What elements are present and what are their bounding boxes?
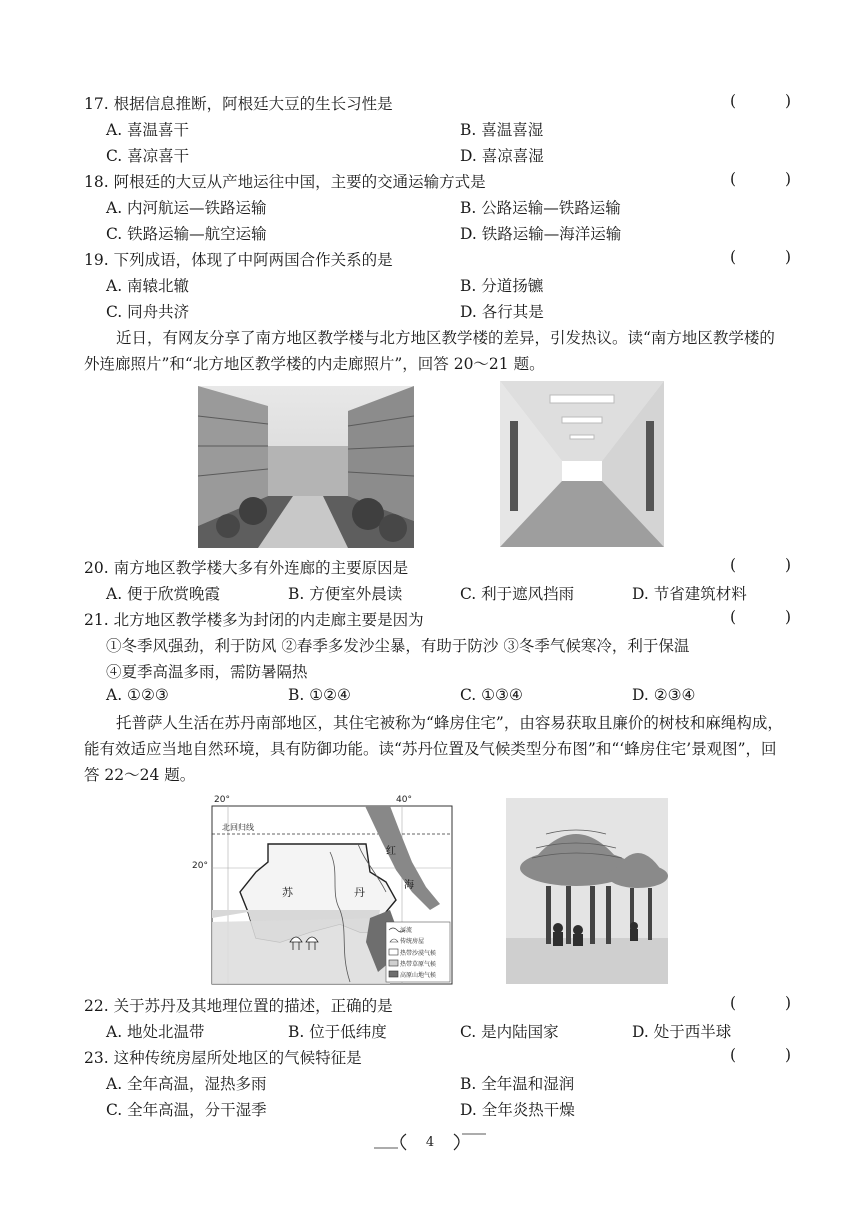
q17-option-c: C. 喜凉喜干 xyxy=(106,147,190,165)
q20-option-c: C. 利于遮风挡雨 xyxy=(460,585,575,603)
legend-desert: 热带沙漠气候 xyxy=(400,950,437,957)
q22-option-c: C. 是内陆国家 xyxy=(460,1023,559,1041)
map-lon-20: 20° xyxy=(214,795,230,805)
q21-statements-line2: ④夏季高温多雨，需防暑隔热 xyxy=(106,663,308,681)
q19-stem: 19. 下列成语，体现了中阿两国合作关系的是 xyxy=(84,251,393,269)
q21-option-b: B. ①②④ xyxy=(288,686,351,704)
photo-indoor-corridor xyxy=(500,381,664,547)
q23-option-d: D. 全年炎热干燥 xyxy=(460,1101,575,1119)
page-number-ornament xyxy=(372,1128,488,1154)
map-sudan-climate xyxy=(190,792,456,988)
q23-option-b: B. 全年温和湿润 xyxy=(460,1075,575,1093)
q20-option-b: B. 方便室外晨读 xyxy=(288,585,403,603)
q18-option-b: B. 公路运输—铁路运输 xyxy=(460,199,621,217)
q21-statements-line1: ①冬季风强劲，利于防风 ②春季多发沙尘暴，有助于防沙 ③冬季气候寒冷，利于保温 xyxy=(106,637,690,655)
q22-answer-blank: ( ) xyxy=(730,994,814,1012)
intro-paragraph-20-21: 近日，有网友分享了南方地区教学楼与北方地区教学楼的差异，引发热议。读“南方地区教学楼的外连廊照片”和“北方地区教学楼的内走廊照片”，回答 20～21 题。 xyxy=(84,329,775,373)
q17-answer-blank: ( ) xyxy=(730,92,814,110)
q23-stem: 23. 这种传统房屋所处地区的气候特征是 xyxy=(84,1049,362,1067)
q23-answer-blank: ( ) xyxy=(730,1046,814,1064)
q18-option-c: C. 铁路运输—航空运输 xyxy=(106,225,267,243)
q21-option-d: D. ②③④ xyxy=(632,686,696,704)
intro-paragraph-22-24: 托普萨人生活在苏丹南部地区，其住宅被称为“蜂房住宅”，由容易获取且廉价的树枝和麻绳构成，能有效适应当地自然环境，具有防御功能。读“苏丹位置及气候类型分布图”和“‘蜂房住宅’景观图”，回答 22～24 题。 xyxy=(84,714,783,784)
q19-answer-blank: ( ) xyxy=(730,248,814,266)
q23-option-c: C. 全年高温，分干湿季 xyxy=(106,1101,267,1119)
q17-stem: 17. 根据信息推断，阿根廷大豆的生长习性是 xyxy=(84,95,393,113)
q17-option-b: B. 喜温喜湿 xyxy=(460,121,544,139)
q17-option-a: A. 喜温喜干 xyxy=(106,121,190,139)
q22-stem: 22. 关于苏丹及其地理位置的描述，正确的是 xyxy=(84,997,393,1015)
q19-option-b: B. 分道扬镳 xyxy=(460,277,544,295)
q22-option-d: D. 处于西半球 xyxy=(632,1023,732,1041)
q20-answer-blank: ( ) xyxy=(730,556,814,574)
q22-option-a: A. 地处北温带 xyxy=(106,1023,205,1041)
q21-option-c: C. ①③④ xyxy=(460,686,523,704)
q18-stem: 18. 阿根廷的大豆从产地运往中国，主要的交通运输方式是 xyxy=(84,173,486,191)
legend-river: 河流 xyxy=(400,927,413,934)
q21-stem: 21. 北方地区教学楼多为封闭的内走廊主要是因为 xyxy=(84,611,424,629)
q17-option-d: D. 喜凉喜湿 xyxy=(460,147,544,165)
map-label-su: 苏 xyxy=(282,886,293,899)
q18-answer-blank: ( ) xyxy=(730,170,814,188)
q20-stem: 20. 南方地区教学楼大多有外连廊的主要原因是 xyxy=(84,559,409,577)
map-label-hong: 红 xyxy=(386,846,396,857)
map-lon-40: 40° xyxy=(396,795,412,805)
q22-option-b: B. 位于低纬度 xyxy=(288,1023,387,1041)
q20-option-a: A. 便于欣赏晚霞 xyxy=(106,585,221,603)
photo-beehive-houses xyxy=(506,798,668,984)
q21-answer-blank: ( ) xyxy=(730,608,814,626)
map-lat-20: 20° xyxy=(192,861,208,871)
legend-highland: 高原山地气候 xyxy=(400,972,437,979)
q20-option-d: D. 节省建筑材料 xyxy=(632,585,747,603)
legend-house: 传统房屋 xyxy=(400,938,425,945)
q18-option-d: D. 铁路运输—海洋运输 xyxy=(460,225,622,243)
q19-option-d: D. 各行其是 xyxy=(460,303,544,321)
photo-outdoor-corridor xyxy=(198,386,414,548)
q19-option-c: C. 同舟共济 xyxy=(106,303,190,321)
q23-option-a: A. 全年高温，湿热多雨 xyxy=(106,1075,267,1093)
page-number: 4 xyxy=(425,1135,435,1150)
legend-savanna: 热带草原气候 xyxy=(400,961,437,968)
map-label-hai: 海 xyxy=(404,880,414,891)
q18-option-a: A. 内河航运—铁路运输 xyxy=(106,199,267,217)
q21-option-a: A. ①②③ xyxy=(106,686,169,704)
q19-option-a: A. 南辕北辙 xyxy=(106,277,190,295)
map-tropic-label: 北回归线 xyxy=(222,823,254,832)
map-label-dan: 丹 xyxy=(354,886,365,899)
